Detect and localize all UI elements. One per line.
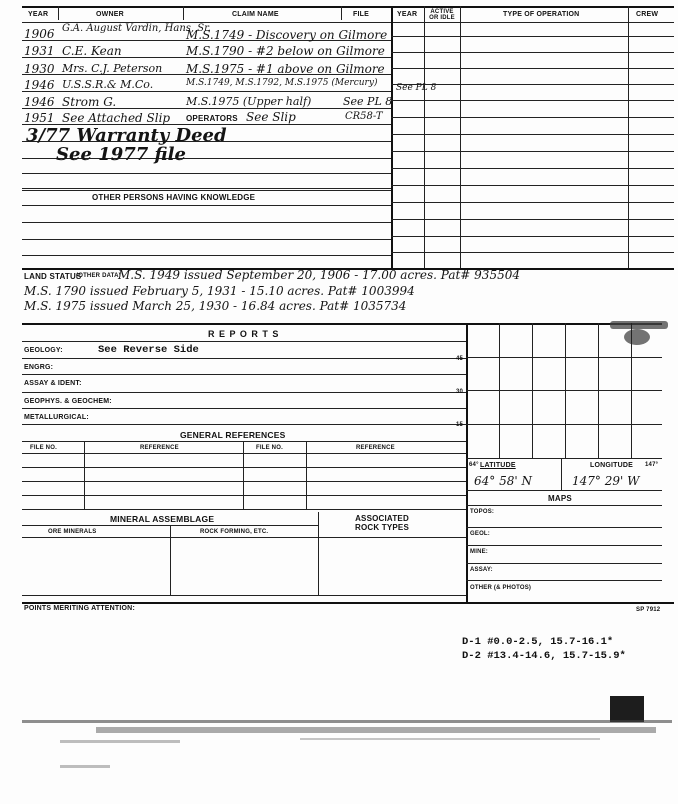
row-2-owner: C.E. Kean [62,44,122,58]
assay-label: ASSAY & IDENT: [24,380,82,387]
maps-top [466,490,662,491]
gr-v3 [306,441,307,509]
gr-3 [22,495,466,496]
mf-2 [466,545,662,546]
rr-13 [391,236,674,237]
topos-label: TOPOS: [470,509,495,515]
grid-h4 [466,458,662,459]
engrg-label: ENGRG: [24,364,54,371]
points-top [22,602,674,604]
row-6-owner: See Attached Slip [62,111,171,125]
scan-streak-1 [22,720,672,723]
gr-file-no-2: FILE NO. [256,445,283,451]
latitude-label: LATITUDE [480,462,516,469]
mn-v1 [170,525,171,595]
mn-bottom [22,595,466,596]
div-year [58,6,59,20]
grid-h2 [466,390,662,391]
scan-streak-5 [60,765,110,768]
land-status-label: LAND STATUS [24,272,82,281]
gr-reference-2: REFERENCE [356,445,395,451]
scan-streak-2 [96,727,656,733]
rr-6 [391,117,674,118]
activity-note: See PL 8 [396,83,437,93]
header-claim-name: CLAIM NAME [232,11,279,18]
op-3 [22,239,391,240]
row-5-year: 1946 [24,95,55,109]
rr-9 [391,168,674,169]
smudge-mark-2 [624,329,650,345]
geol-label: GEOL: [470,531,490,537]
row-2-year: 1931 [24,44,55,58]
land-status-bottom [22,323,662,325]
mineral-title: MINERAL ASSEMBLAGE [110,514,215,524]
div-claim [341,6,342,20]
rr-8 [391,151,674,152]
rr-14 [391,252,674,253]
rr-7 [391,134,674,135]
row-3-claim: M.S.1975 - #1 above on Gilmore [186,62,385,76]
gr-hdr-top [22,441,466,442]
mf-1 [466,527,662,528]
scale-15: 15 [456,422,464,428]
row-1-owner: G.A. August Vardin, Hans, Sr. [62,23,211,34]
rep-5 [22,424,466,425]
top-border [22,6,674,8]
geophys-label: GEOPHYS. & GEOCHEM: [24,398,112,405]
assay-map-label: ASSAY: [470,567,493,573]
mine-label: MINE: [470,549,488,555]
row-1-year: 1906 [24,27,55,41]
op-1 [22,205,391,206]
lr-4 [22,91,391,92]
rep-hdr-line [22,341,466,342]
general-refs-title: GENERAL REFERENCES [180,430,286,440]
row-2-claim: M.S.1790 - #2 below on Gilmore [186,44,385,58]
scan-block [610,696,644,722]
rr-2 [391,52,674,53]
land-status-line-3: M.S. 1975 issued March 25, 1930 - 16.84 acres. Pat# 1035734 [24,299,407,313]
row-4-year: 1946 [24,78,55,92]
metallurgical-label: METALLURGICAL: [24,414,89,421]
latlon-div [561,458,562,490]
rep-3 [22,392,466,393]
op-4 [22,255,391,256]
rep-1 [22,358,466,359]
lr-9 [22,173,391,174]
gr-reference: REFERENCE [140,445,179,451]
header-owner: OWNER [96,11,124,18]
mf-3 [466,563,662,564]
row-5-owner: Strom G. [62,95,117,109]
header-crew: CREW [636,11,659,18]
gr-file-no: FILE NO. [30,445,57,451]
drill-d1: D-1 #0.0-2.5, 15.7-16.1* [462,636,614,648]
mf-4 [466,580,662,581]
rr-3 [391,68,674,69]
ore-minerals: ORE MINERALS [48,529,97,535]
rock-forming: ROCK FORMING, ETC. [200,529,269,535]
smudge-mark [610,321,668,329]
rr-10 [391,185,674,186]
grid-h1 [466,357,662,358]
scan-streak-4 [300,738,600,740]
land-status-sub: (OTHER DATA) [76,273,121,279]
row-1-claim: M.S.1749 - Discovery on Gilmore [186,28,388,42]
other-photos-label: OTHER (& PHOTOS) [470,585,532,591]
row-5-claim: M.S.1975 (Upper half) [186,95,312,108]
scan-streak-3 [60,740,180,743]
div-owner [183,6,184,20]
row-4-owner: U.S.S.R.& M.Co. [62,78,154,91]
header-active-idle: ACTIVE OR IDLE [429,9,455,21]
header-file: FILE [353,11,369,18]
gr-v2 [243,441,244,509]
reports-title: R E P O R T S [208,329,280,339]
other-persons-label: OTHER PERSONS HAVING KNOWLEDGE [92,193,256,202]
header-year: YEAR [28,11,49,18]
div-active [460,6,461,268]
row-6-year: 1951 [24,111,55,125]
lon-suffix: 147° [645,462,659,468]
div-year2 [424,6,425,268]
header-year-2: YEAR [397,11,418,18]
row-4-claim: M.S.1749, M.S.1792, M.S.1975 (Mercury) [186,78,378,88]
gr-hdr-bot [22,453,466,454]
lat-prefix: 64° [469,462,479,468]
gr-1 [22,467,466,468]
longitude-value: 147° 29' W [572,474,640,488]
gr-4 [22,509,466,510]
geology-label: GEOLOGY: [24,347,63,354]
land-status-line-2: M.S. 1790 issued February 5, 1931 - 15.10 acres. Pat# 1003994 [24,284,415,298]
row-3-owner: Mrs. C.J. Peterson [62,62,163,75]
geology-value: See Reverse Side [98,344,199,356]
points-label: POINTS MERITING ATTENTION: [24,605,135,612]
rr-1 [391,36,674,37]
rr-11 [391,202,674,203]
warranty-line-2: See 1977 file [56,144,186,165]
op-2 [22,222,391,223]
rep-4 [22,408,466,409]
scale-45: 45 [456,356,464,362]
operators-label: OPERATORS [186,114,238,123]
gr-v1 [84,441,85,509]
warranty-line-1: 3/77 Warranty Deed [26,125,227,146]
rep-2 [22,374,466,375]
maps-hdr-line [466,505,662,506]
mn-hdr-bot [22,537,466,538]
div-type [628,6,629,268]
mn-v2 [318,512,319,595]
maps-label: MAPS [548,494,572,503]
form-number: SP 7912 [636,607,661,613]
assoc-rock-types: ASSOCIATED ROCK TYPES [354,514,409,532]
grid-h3 [466,424,662,425]
row-6-claim: See Slip [246,110,296,124]
rr-12 [391,219,674,220]
land-status-line-1: M.S. 1949 issued September 20, 1906 - 17.00 acres. Pat# 935504 [118,268,520,282]
header-type-of-operation: TYPE OF OPERATION [503,11,580,18]
rr-5 [391,100,674,101]
row-6-file: CR58-T [345,111,383,122]
lr-10 [22,188,391,189]
latitude-value: 64° 58' N [474,474,532,488]
op-top [22,190,391,191]
row-5-file: See PL 8 [343,95,393,108]
longitude-label: LONGITUDE [590,462,634,469]
grid-left [466,323,468,603]
row-3-year: 1930 [24,62,55,76]
gr-2 [22,481,466,482]
scale-30: 30 [456,389,464,395]
div-file [391,6,393,268]
drill-d2: D-2 #13.4-14.6, 15.7-15.9* [462,650,626,662]
